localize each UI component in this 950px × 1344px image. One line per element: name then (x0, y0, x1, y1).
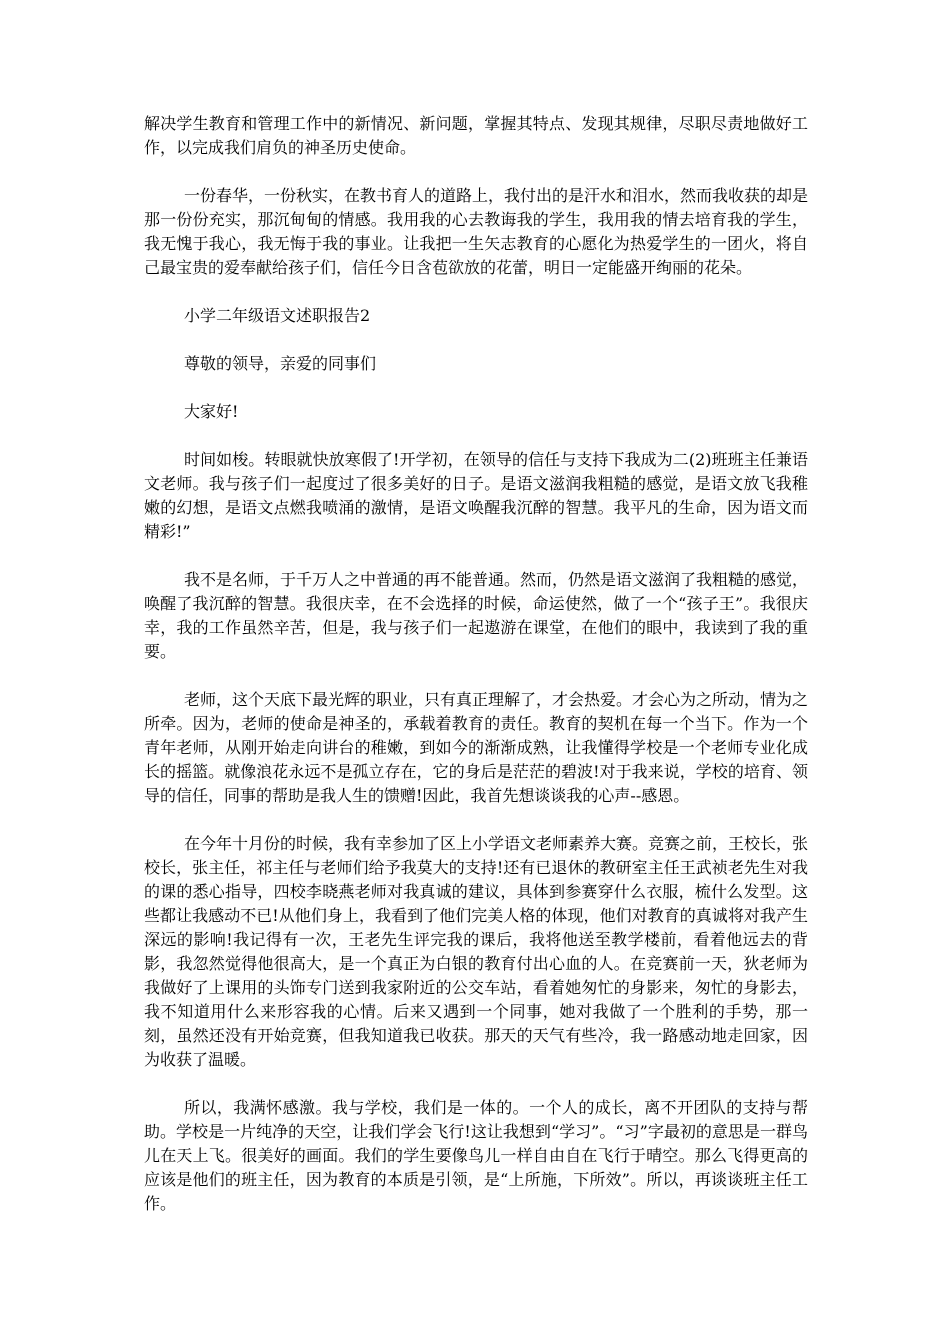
paragraph-not-famous: 我不是名师，于千万人之中普通的再不能普通。然而，仍然是语文滋润了我粗糙的感觉，唤醒了我沉醉的智慧。我很庆幸，在不会选择的时候，命运使然，做了一个“孩子王”。我很庆幸，我的工作虽然辛苦，但是，我与孩子们一起遨游在课堂，在他们的眼中，我读到了我的重要。 (144, 570, 809, 661)
paragraph-harvest: 一份春华，一份秋实，在教书育人的道路上，我付出的是汗水和泪水，然而我收获的却是那一份份充实，那沉甸甸的情感。我用我的心去教诲我的学生，我用我的情去培育我的学生，我无愧于我心，我无悔于我的事业。让我把一生矢志教育的心愿化为热爱学生的一团火，将自己最宝贵的爱奉献给孩子们，信任今日含苞欲放的花蕾，明日一定能盛开绚丽的花朵。 (144, 186, 809, 277)
paragraph-october: 在今年十月份的时候，我有幸参加了区上小学语文老师素养大赛。竞赛之前，王校长，张校长，张主任，祁主任与老师们给予我莫大的支持!还有已退休的教研室主任王武祯老先生对我的课的悉心指导，四校李晓燕老师对我真诚的建议，具体到参赛穿什么衣服，梳什么发型。这些都让我感动不已!从他们身上，我看到了他们完美人格的体现，他们对教育的真诚将对我产生深远的影响!我记得有一次，王老先生评完我的课后，我将他送至教学楼前，看着他远去的背影，我忽然觉得他很高大，是一个真正为白银的教育付出心血的人。在竞赛前一天，狄老师为我做好了上课用的头饰专门送到我家附近的公交车站，看着她匆忙的身影来，匆忙的身影去，我不知道用什么来形容我的心情。后来又遇到一个同事，她对我做了一个胜利的手势，那一刻，虽然还没有开始竞赛，但我知道我已收获。那天的天气有些冷，我一路感动地走回家，因为收获了温暖。 (144, 834, 809, 1069)
paragraph-continuation: 解决学生教育和管理工作中的新情况、新问题，掌握其特点、发现其规律，尽职尽责地做好工作，以完成我们肩负的神圣历史使命。 (144, 114, 808, 157)
paragraph-gratitude: 所以，我满怀感激。我与学校，我们是一体的。一个人的成长，离不开团队的支持与帮助。学校是一片纯净的天空，让我们学会飞行!这让我想到“学习”。“习”字最初的意思是一群鸟儿在天上飞。很美好的画面。我们的学生要像鸟儿一样自由自在飞行于晴空。那么飞得更高的应该是他们的班主任，因为教育的本质是引领，是“上所施，下所效”。所以，再谈谈班主任工作。 (144, 1098, 808, 1213)
salutation: 尊敬的领导，亲爱的同事们 (184, 354, 377, 373)
section-title: 小学二年级语文述职报告2 (184, 306, 371, 325)
paragraph-time: 时间如梭。转眼就快放寒假了!开学初，在领导的信任与支持下我成为二(2)班班主任兼语文老师。我与孩子们一起度过了很多美好的日子。是语文滋润我粗糙的感觉，是语文放飞我稚嫩的幻想，是语文点燃我喷涌的激情，是语文唤醒我沉醉的智慧。我平凡的生命，因为语文而精彩!” (144, 450, 808, 541)
greeting: 大家好! (184, 402, 239, 421)
paragraph-teacher: 老师，这个天底下最光辉的职业，只有真正理解了，才会热爱。才会心为之所动，情为之所牵。因为，老师的使命是神圣的，承载着教育的责任。教育的契机在每一个当下。作为一个青年老师，从刚开始走向讲台的稚嫩，到如今的渐渐成熟，让我懂得学校是一个老师专业化成长的摇篮。就像浪花永远不是孤立存在，它的身后是茫茫的碧波!对于我来说，学校的培育、领导的信任，同事的帮助是我人生的馈赠!因此，我首先想谈谈我的心声--感恩。 (144, 690, 809, 805)
document-body (144, 112, 808, 1216)
